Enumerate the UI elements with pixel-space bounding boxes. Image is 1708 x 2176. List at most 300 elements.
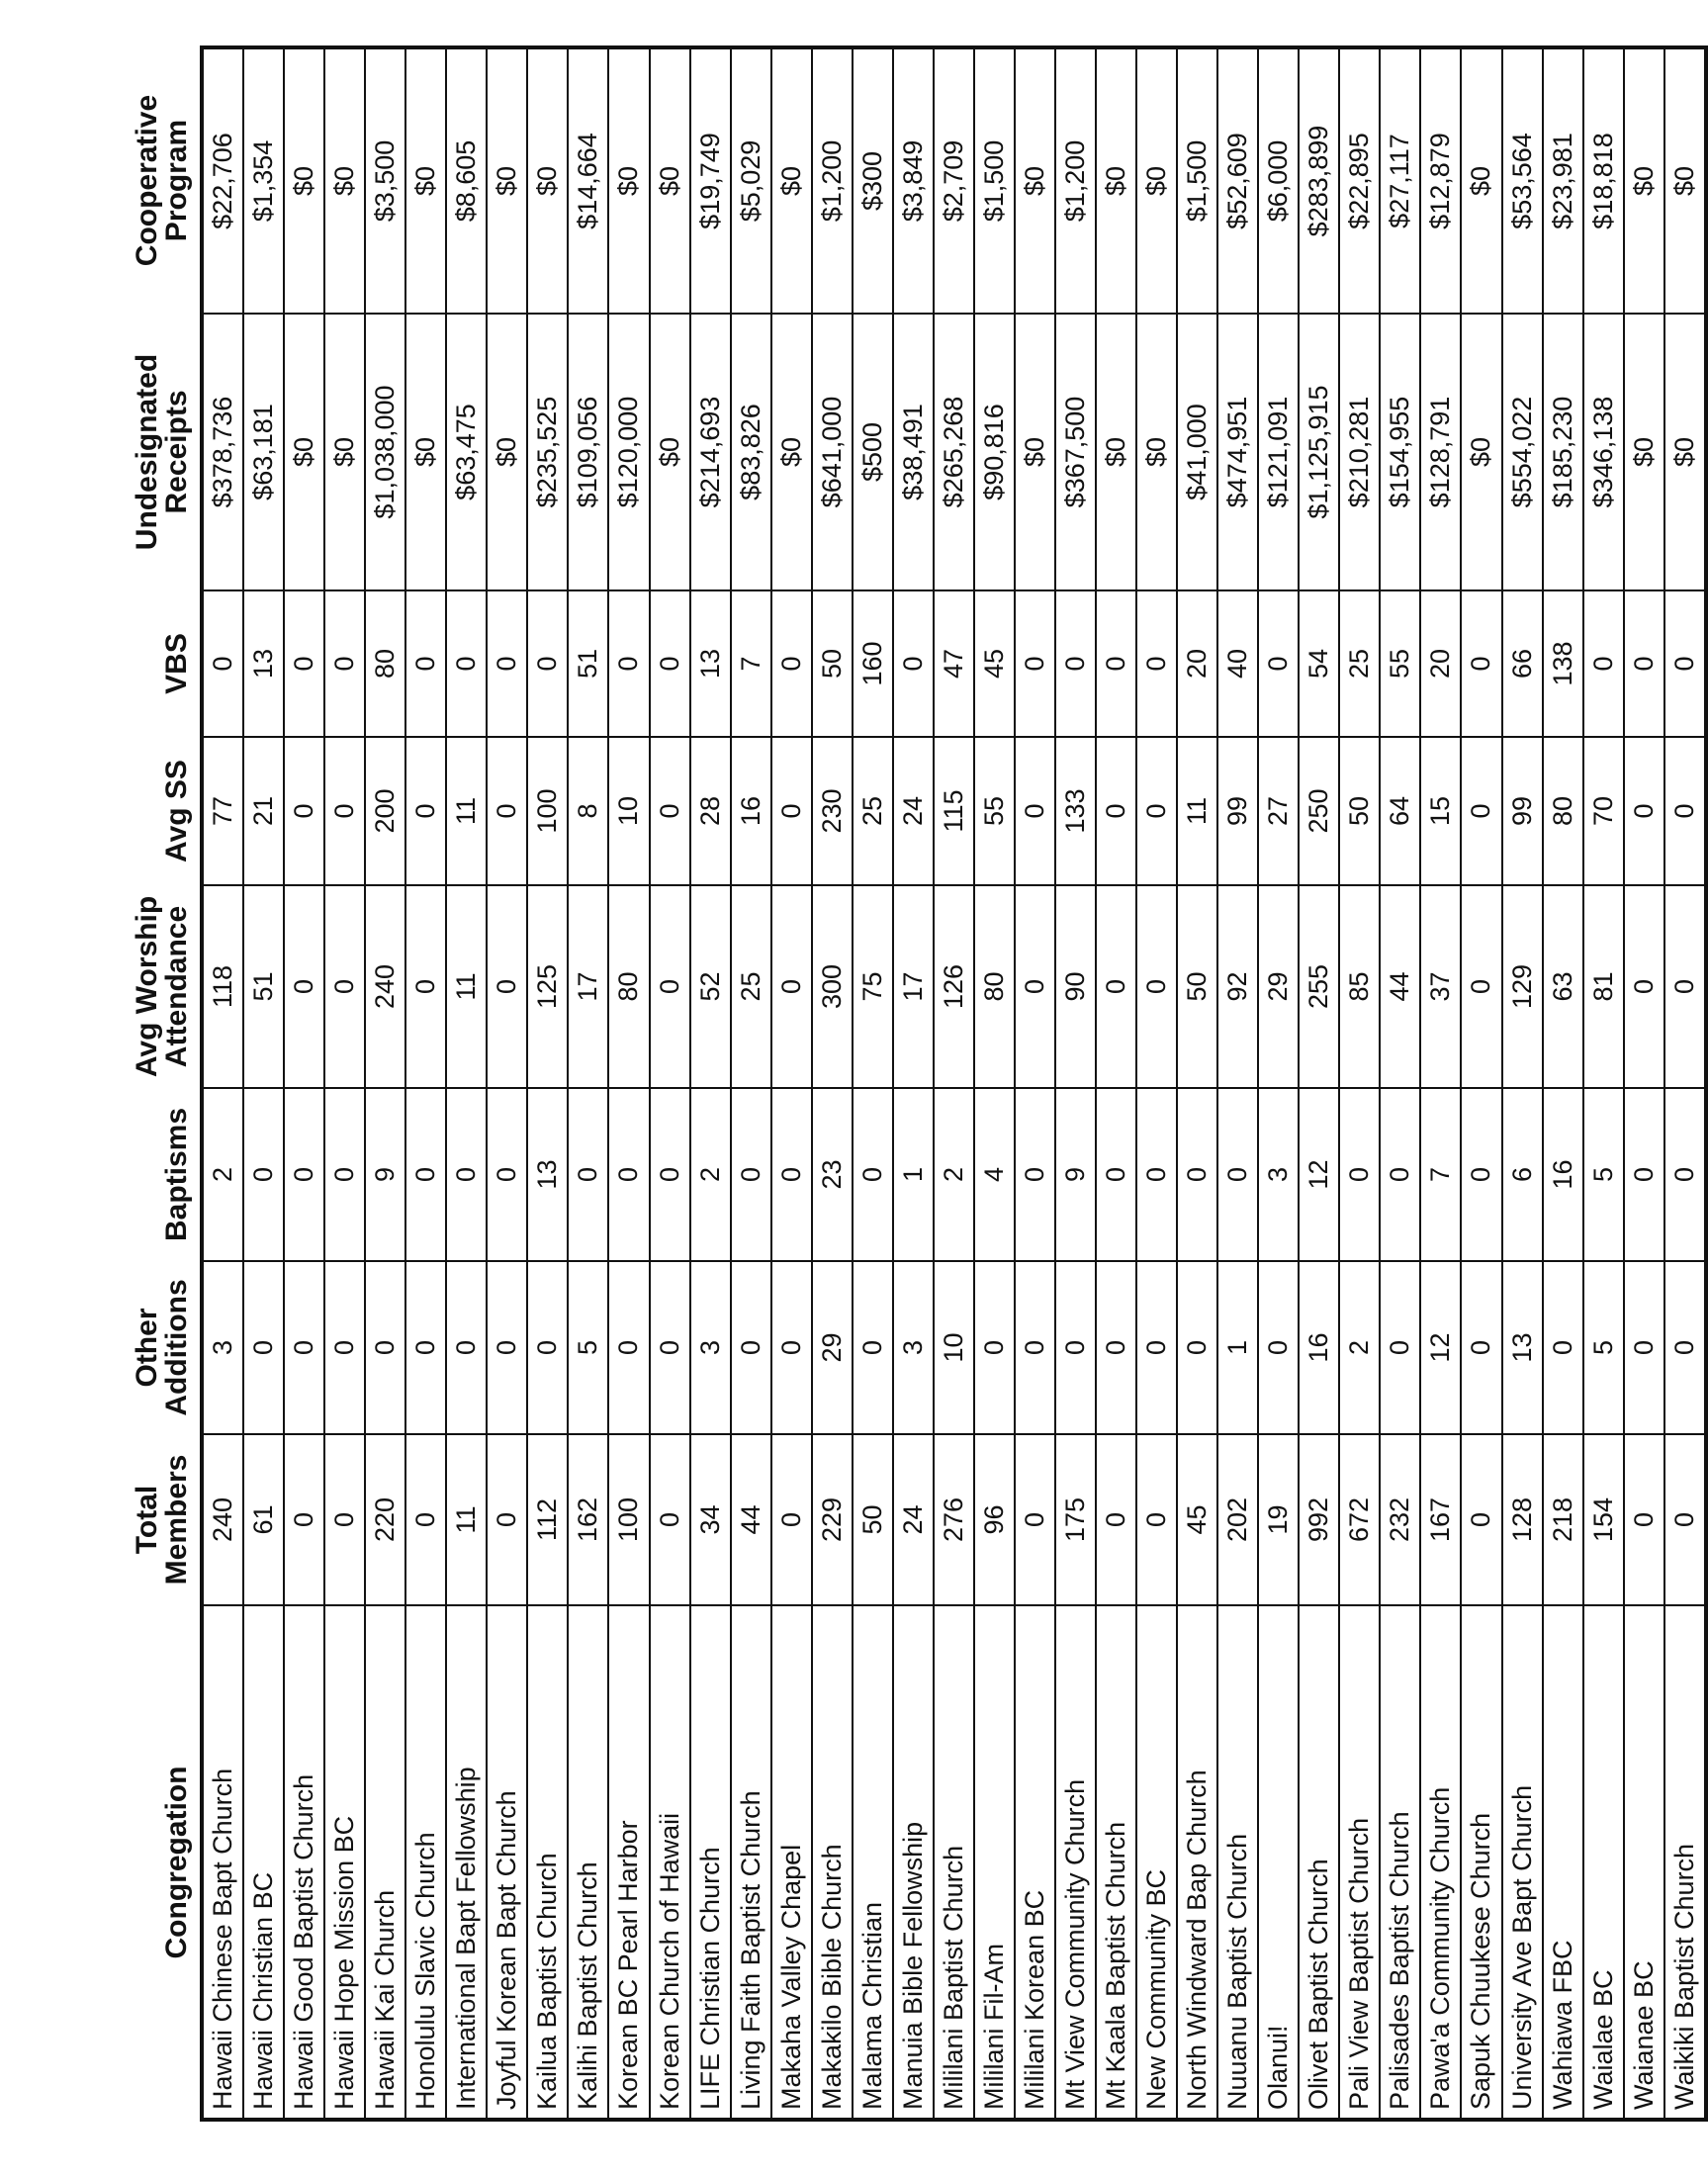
table-cell: 0 (1096, 1434, 1136, 1605)
table-cell: 276 (934, 1434, 974, 1605)
table-cell: 0 (405, 1434, 446, 1605)
congregation-name-cell: University Ave Bapt Church (1502, 1605, 1543, 2120)
table-cell: 37 (1420, 885, 1461, 1088)
table-cell: 0 (405, 885, 446, 1088)
table-cell: $0 (650, 314, 690, 590)
table-cell: 126 (934, 885, 974, 1088)
table-cell: 50 (1339, 737, 1380, 885)
table-cell: 0 (243, 1261, 284, 1434)
table-cell: $0 (324, 314, 365, 590)
table-cell: 28 (690, 737, 731, 885)
table-row (974, 47, 1015, 2120)
table-cell: $52,609 (1217, 47, 1258, 314)
table-cell: $120,000 (608, 314, 649, 590)
table-cell: 99 (1502, 737, 1543, 885)
table-cell: 63 (1543, 885, 1583, 1088)
table-cell: $109,056 (568, 314, 608, 590)
table-cell: $0 (1624, 47, 1664, 314)
table-cell: 0 (1543, 1261, 1583, 1434)
table-cell: $8,605 (446, 47, 487, 314)
congregation-name-cell: Hawaii Kai Church (365, 1605, 405, 2120)
table-cell: 13 (1502, 1261, 1543, 1434)
table-cell: $128,791 (1420, 314, 1461, 590)
congregation-name-cell: Olivet Baptist Church (1299, 1605, 1339, 2120)
table-cell: 0 (771, 590, 812, 737)
table-cell: $14,664 (568, 47, 608, 314)
table-cell: 81 (1583, 885, 1624, 1088)
table-header (63, 47, 202, 2120)
table-cell: 11 (1177, 737, 1217, 885)
table-cell: $0 (1664, 314, 1706, 590)
table-cell: 0 (650, 1261, 690, 1434)
table-cell: 29 (812, 1261, 853, 1434)
table-cell: $83,826 (731, 314, 771, 590)
table-cell: 12 (1299, 1088, 1339, 1261)
table-cell: 0 (771, 1261, 812, 1434)
table-cell: 230 (812, 737, 853, 885)
table-cell: 3 (1258, 1088, 1299, 1261)
table-cell: $0 (1461, 314, 1501, 590)
table-cell: $0 (1461, 47, 1501, 314)
table-cell: 0 (568, 1088, 608, 1261)
table-cell: 6 (1502, 1088, 1543, 1261)
table-cell: 0 (284, 1088, 324, 1261)
table-cell: 0 (1055, 590, 1096, 737)
table-cell: 0 (1624, 1261, 1664, 1434)
table-row (1502, 47, 1543, 2120)
table-row (1217, 47, 1258, 2120)
table-cell: $22,895 (1339, 47, 1380, 314)
table-row (1461, 47, 1501, 2120)
table-cell: 0 (487, 737, 527, 885)
table-cell: $2,709 (934, 47, 974, 314)
column-header-line: Other (131, 1308, 163, 1388)
table-cell: 0 (853, 1261, 893, 1434)
column-header (63, 1605, 202, 2120)
table-cell: 240 (365, 885, 405, 1088)
column-header-line: Attendance (160, 905, 193, 1068)
table-cell: 0 (1339, 1088, 1380, 1261)
table-cell: 0 (1624, 590, 1664, 737)
table-row (1583, 47, 1624, 2120)
table-cell: 0 (731, 1088, 771, 1261)
table-cell: 44 (1380, 885, 1420, 1088)
table-cell: $346,138 (1583, 314, 1624, 590)
table-cell: 25 (853, 737, 893, 885)
table-row (893, 47, 934, 2120)
table-cell: 5 (1583, 1088, 1624, 1261)
table-cell: $53,564 (1502, 47, 1543, 314)
table-row (1299, 47, 1339, 2120)
table-row (853, 47, 893, 2120)
table-row (365, 47, 405, 2120)
rotated-page (63, 49, 1699, 2122)
table-cell: 1 (1217, 1261, 1258, 1434)
table-cell: 70 (1583, 737, 1624, 885)
table-cell: 100 (608, 1434, 649, 1605)
table-cell: 0 (1258, 590, 1299, 737)
congregation-name-cell: Pawa'a Community Church (1420, 1605, 1461, 2120)
table-cell: 0 (1136, 737, 1177, 885)
table-cell: 0 (1015, 737, 1055, 885)
table-cell: $283,899 (1299, 47, 1339, 314)
congregation-name-cell: Kalihi Baptist Church (568, 1605, 608, 2120)
table-row (1136, 47, 1177, 2120)
table-cell: $0 (1015, 47, 1055, 314)
column-header (63, 1088, 202, 1261)
table-cell: 85 (1339, 885, 1380, 1088)
table-cell: 99 (1217, 737, 1258, 885)
table-cell: 20 (1420, 590, 1461, 737)
table-cell: 0 (1624, 737, 1664, 885)
table-cell: 0 (1380, 1261, 1420, 1434)
table-cell: $0 (1136, 314, 1177, 590)
table-cell: 9 (1055, 1088, 1096, 1261)
table-cell: $19,749 (690, 47, 731, 314)
table-cell: 1 (893, 1088, 934, 1261)
table-cell: 20 (1177, 590, 1217, 737)
table-cell: 0 (243, 1088, 284, 1261)
table-cell: $3,849 (893, 47, 934, 314)
table-cell: 0 (1096, 590, 1136, 737)
table-row (1543, 47, 1583, 2120)
table-cell: $0 (771, 314, 812, 590)
table-cell: 3 (893, 1261, 934, 1434)
congregation-name-cell: Mililani Fil-Am (974, 1605, 1015, 2120)
header-row (63, 47, 202, 2120)
table-cell: $1,200 (812, 47, 853, 314)
table-cell: 17 (568, 885, 608, 1088)
table-cell: $6,000 (1258, 47, 1299, 314)
table-cell: 0 (771, 1434, 812, 1605)
table-cell: 0 (405, 1088, 446, 1261)
table-cell: 75 (853, 885, 893, 1088)
table-cell: 5 (1583, 1261, 1624, 1434)
table-cell: 0 (650, 885, 690, 1088)
table-cell: 25 (1339, 590, 1380, 737)
table-cell: 0 (1624, 1088, 1664, 1261)
table-cell: $265,268 (934, 314, 974, 590)
table-cell: 11 (446, 1434, 487, 1605)
table-cell: 0 (446, 1088, 487, 1261)
table-cell: $474,951 (1217, 314, 1258, 590)
congregation-name-cell: Honolulu Slavic Church (405, 1605, 446, 2120)
table-cell: $5,029 (731, 47, 771, 314)
table-cell: $214,693 (690, 314, 731, 590)
table-cell: 0 (1461, 737, 1501, 885)
table-cell: 55 (1380, 590, 1420, 737)
table-cell: $367,500 (1055, 314, 1096, 590)
table-cell: 0 (893, 590, 934, 737)
table-cell: 300 (812, 885, 853, 1088)
table-cell: 0 (608, 590, 649, 737)
table-cell: $154,955 (1380, 314, 1420, 590)
table-cell: 0 (1624, 1434, 1664, 1605)
congregation-name-cell: Mililani Baptist Church (934, 1605, 974, 2120)
table-cell: 8 (568, 737, 608, 885)
table-cell: 0 (853, 1088, 893, 1261)
table-cell: 0 (1096, 1088, 1136, 1261)
table-row (1420, 47, 1461, 2120)
column-header (63, 314, 202, 590)
table-cell: 0 (1461, 1434, 1501, 1605)
table-cell: 118 (202, 885, 243, 1088)
table-cell: 992 (1299, 1434, 1339, 1605)
table-cell: 0 (202, 590, 243, 737)
congregation-name-cell: International Bapt Fellowship (446, 1605, 487, 2120)
table-cell: 0 (1461, 1261, 1501, 1434)
congregation-name-cell: Kailua Baptist Church (527, 1605, 568, 2120)
table-cell: 0 (650, 737, 690, 885)
table-cell: 66 (1502, 590, 1543, 737)
table-cell: 0 (284, 1261, 324, 1434)
table-cell: $0 (608, 47, 649, 314)
table-row (1624, 47, 1664, 2120)
column-header-line: Baptisms (160, 1107, 193, 1242)
table-row (690, 47, 731, 2120)
table-cell: $1,354 (243, 47, 284, 314)
congregation-name-cell: Waikiki Baptist Church (1664, 1605, 1706, 2120)
table-row (405, 47, 446, 2120)
congregation-name-cell: Makakilo Bible Church (812, 1605, 853, 2120)
table-cell: $210,281 (1339, 314, 1380, 590)
congregation-name-cell: Waialae BC (1583, 1605, 1624, 2120)
table-cell: $378,736 (202, 314, 243, 590)
table-cell: 90 (1055, 885, 1096, 1088)
table-row (324, 47, 365, 2120)
table-cell: $641,000 (812, 314, 853, 590)
table-cell: 55 (974, 737, 1015, 885)
congregation-name-cell: Palisades Baptist Church (1380, 1605, 1420, 2120)
table-cell: 0 (1015, 590, 1055, 737)
column-header-line: Total (131, 1485, 163, 1555)
table-cell: 0 (1177, 1261, 1217, 1434)
table-cell: 0 (1380, 1088, 1420, 1261)
table-cell: 80 (365, 590, 405, 737)
table-cell: 61 (243, 1434, 284, 1605)
table-cell: 0 (1258, 1261, 1299, 1434)
table-row (527, 47, 568, 2120)
congregation-name-cell: Joyful Korean Bapt Church (487, 1605, 527, 2120)
table-cell: $22,706 (202, 47, 243, 314)
table-cell: 0 (771, 1088, 812, 1261)
table-cell: 0 (1136, 1261, 1177, 1434)
table-cell: 0 (487, 590, 527, 737)
table-cell: 0 (608, 1088, 649, 1261)
table-cell: 27 (1258, 737, 1299, 885)
table-cell: $1,500 (1177, 47, 1217, 314)
table-cell: 255 (1299, 885, 1339, 1088)
table-cell: $23,981 (1543, 47, 1583, 314)
table-row (446, 47, 487, 2120)
table-row (812, 47, 853, 2120)
table-cell: 34 (690, 1434, 731, 1605)
table-cell: 40 (1217, 590, 1258, 737)
table-cell: $3,500 (365, 47, 405, 314)
table-cell: 0 (1096, 1261, 1136, 1434)
table-row (243, 47, 284, 2120)
table-cell: 7 (1420, 1088, 1461, 1261)
column-header (63, 885, 202, 1088)
table-cell: 77 (202, 737, 243, 885)
column-header-line: Members (160, 1454, 193, 1586)
congregation-name-cell: Makaha Valley Chapel (771, 1605, 812, 2120)
table-row (284, 47, 324, 2120)
column-header (63, 1261, 202, 1434)
congregation-name-cell: Korean BC Pearl Harbor (608, 1605, 649, 2120)
table-cell: 0 (1624, 885, 1664, 1088)
table-cell: 24 (893, 1434, 934, 1605)
table-cell: $0 (1664, 47, 1706, 314)
table-cell: 64 (1380, 737, 1420, 885)
table-cell: 0 (1217, 1088, 1258, 1261)
table-cell: 218 (1543, 1434, 1583, 1605)
table-cell: 15 (1420, 737, 1461, 885)
table-cell: 0 (1136, 1434, 1177, 1605)
table-cell: 0 (650, 590, 690, 737)
column-header (63, 590, 202, 737)
table-cell: 0 (650, 1088, 690, 1261)
table-cell: 96 (974, 1434, 1015, 1605)
column-header-line: Program (160, 119, 193, 242)
table-cell: 0 (771, 737, 812, 885)
table-cell: 0 (1461, 1088, 1501, 1261)
table-cell: 11 (446, 885, 487, 1088)
table-cell: 0 (1015, 1261, 1055, 1434)
table-cell: 133 (1055, 737, 1096, 885)
table-cell: 44 (731, 1434, 771, 1605)
table-cell: 16 (1299, 1261, 1339, 1434)
table-cell: 129 (1502, 885, 1543, 1088)
congregation-name-cell: Wahiawa FBC (1543, 1605, 1583, 2120)
table-cell: 138 (1543, 590, 1583, 737)
table-cell: $0 (284, 47, 324, 314)
table-cell: 2 (1339, 1261, 1380, 1434)
table-cell: 0 (1664, 1434, 1706, 1605)
table-cell: 0 (1177, 1088, 1217, 1261)
table-cell: $1,500 (974, 47, 1015, 314)
table-cell: 80 (974, 885, 1015, 1088)
table-cell: $0 (405, 47, 446, 314)
table-cell: 3 (202, 1261, 243, 1434)
table-cell: 19 (1258, 1434, 1299, 1605)
table-cell: 0 (446, 1261, 487, 1434)
table-cell: 0 (405, 1261, 446, 1434)
table-cell: 0 (487, 1261, 527, 1434)
table-cell: 0 (771, 885, 812, 1088)
table-cell: 115 (934, 737, 974, 885)
table-cell: 54 (1299, 590, 1339, 737)
table-cell: $38,491 (893, 314, 934, 590)
table-row (1339, 47, 1380, 2120)
table-row (1380, 47, 1420, 2120)
table-cell: 0 (1015, 1088, 1055, 1261)
table-cell: 0 (1664, 1261, 1706, 1434)
table-cell: 175 (1055, 1434, 1096, 1605)
table-row (934, 47, 974, 2120)
table-cell: 0 (324, 590, 365, 737)
table-cell: 0 (1461, 590, 1501, 737)
table-cell: 0 (731, 1261, 771, 1434)
table-cell: $0 (1136, 47, 1177, 314)
column-header-line: Receipts (160, 390, 193, 514)
congregation-name-cell: Sapuk Chuukese Church (1461, 1605, 1501, 2120)
table-cell: 229 (812, 1434, 853, 1605)
column-header-line: Congregation (160, 1766, 193, 1959)
table-cell: 23 (812, 1088, 853, 1261)
congregation-name-cell: North Windward Bap Church (1177, 1605, 1217, 2120)
congregation-name-cell: Manuia Bible Fellowship (893, 1605, 934, 2120)
table-cell: $12,879 (1420, 47, 1461, 314)
table-cell: 17 (893, 885, 934, 1088)
table-cell: 200 (365, 737, 405, 885)
congregation-name-cell: LIFE Christian Church (690, 1605, 731, 2120)
table-cell: $0 (405, 314, 446, 590)
table-cell: $300 (853, 47, 893, 314)
table-cell: 50 (1177, 885, 1217, 1088)
table-cell: $41,000 (1177, 314, 1217, 590)
table-cell: 100 (527, 737, 568, 885)
column-header-line: Avg SS (160, 760, 193, 862)
congregation-name-cell: Hawaii Christian BC (243, 1605, 284, 2120)
table-cell: 0 (527, 1261, 568, 1434)
table-row (1096, 47, 1136, 2120)
congregation-name-cell: Malama Christian (853, 1605, 893, 2120)
table-cell: 112 (527, 1434, 568, 1605)
table-cell: $0 (771, 47, 812, 314)
table-cell: 51 (568, 590, 608, 737)
table-cell: $185,230 (1543, 314, 1583, 590)
table-cell: 0 (1461, 885, 1501, 1088)
table-cell: 0 (324, 737, 365, 885)
table-body (202, 47, 1706, 2120)
table-cell: 0 (324, 1088, 365, 1261)
table-cell: 232 (1380, 1434, 1420, 1605)
table-cell: 3 (690, 1261, 731, 1434)
table-cell: 0 (527, 590, 568, 737)
table-cell: $0 (487, 314, 527, 590)
table-cell: $0 (284, 314, 324, 590)
table-row (202, 47, 243, 2120)
table-cell: 0 (324, 885, 365, 1088)
table-cell: 0 (284, 1434, 324, 1605)
table-cell: 0 (1096, 885, 1136, 1088)
table-cell: 9 (365, 1088, 405, 1261)
table-cell: 45 (1177, 1434, 1217, 1605)
table-cell: $0 (1624, 314, 1664, 590)
table-cell: 0 (1136, 1088, 1177, 1261)
table-cell: 0 (324, 1434, 365, 1605)
table-cell: 0 (487, 885, 527, 1088)
congregation-name-cell: Olanui! (1258, 1605, 1299, 2120)
table-cell: $0 (650, 47, 690, 314)
table-cell: 11 (446, 737, 487, 885)
table-cell: 13 (690, 590, 731, 737)
table-cell: $500 (853, 314, 893, 590)
table-row (1015, 47, 1055, 2120)
table-cell: 24 (893, 737, 934, 885)
table-cell: 0 (446, 590, 487, 737)
table-cell: $0 (1096, 47, 1136, 314)
column-header (63, 737, 202, 885)
table-cell: 4 (974, 1088, 1015, 1261)
congregation-statistics-table (63, 45, 1708, 2122)
table-cell: 0 (1664, 737, 1706, 885)
table-cell: 0 (284, 590, 324, 737)
table-row (568, 47, 608, 2120)
table-cell: 220 (365, 1434, 405, 1605)
table-cell: $235,525 (527, 314, 568, 590)
